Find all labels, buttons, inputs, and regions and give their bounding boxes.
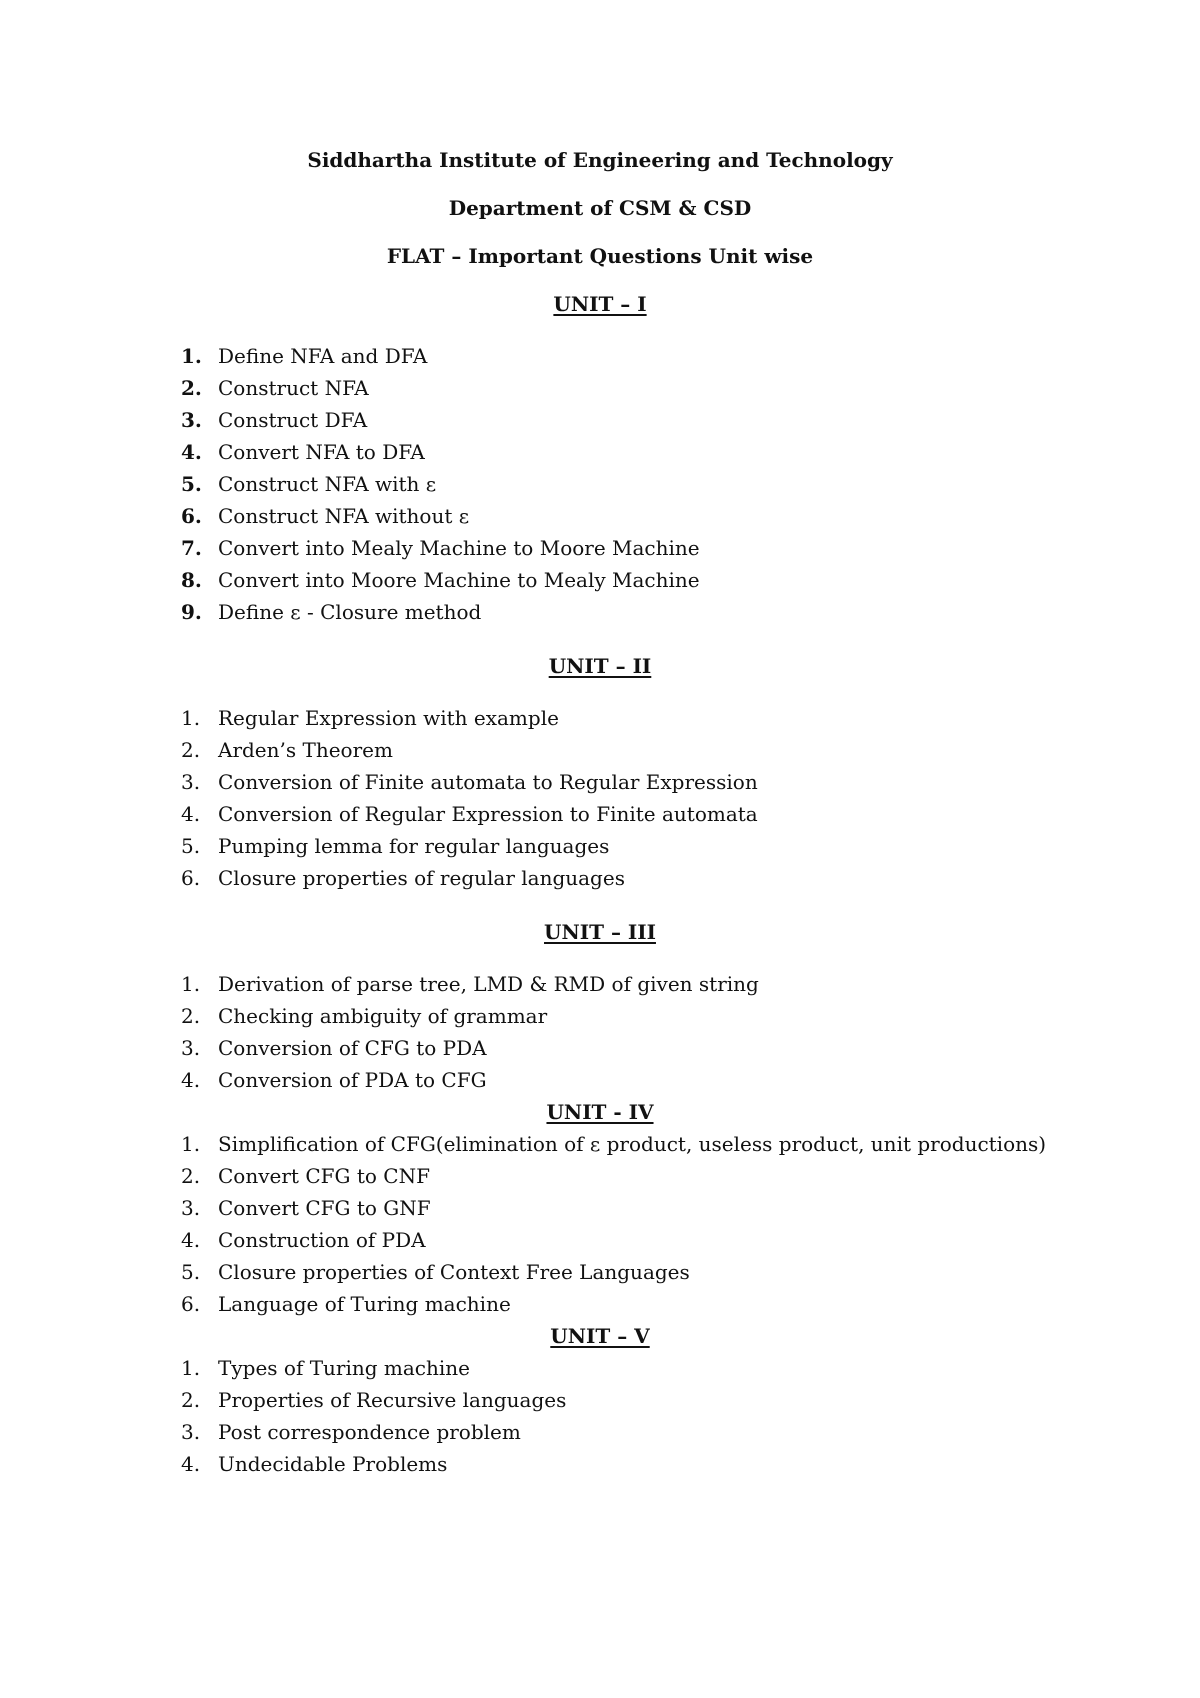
question-number: 5.: [181, 834, 201, 858]
question-text: Closure properties of regular languages: [218, 866, 625, 890]
document-title: FLAT – Important Questions Unit wise: [386, 244, 814, 268]
unit-1-title: UNIT – I: [553, 292, 647, 316]
question-number: 1.: [181, 1356, 201, 1380]
question-number: 4.: [181, 1228, 201, 1252]
question-number: 2.: [181, 1004, 201, 1028]
question-number: 4.: [181, 1452, 201, 1476]
question-number: 3.: [181, 1420, 201, 1444]
question-text: Post correspondence problem: [218, 1420, 521, 1444]
unit-3-heading: [0, 920, 1200, 944]
question-number: 1.: [181, 972, 201, 996]
question-number: 1.: [181, 1132, 201, 1156]
question-text: Regular Expression with example: [218, 706, 559, 730]
question-text: Checking ambiguity of grammar: [218, 1004, 548, 1028]
question-number: 6.: [181, 1292, 201, 1316]
question-text: Define ε - Closure method: [218, 600, 482, 624]
unit-5-heading: [0, 1324, 1200, 1348]
department-name: Department of CSM & CSD: [448, 196, 752, 220]
question-text: Construct DFA: [218, 408, 368, 432]
question-text: Simplification of CFG(elimination of ε product, useless product, unit productions): [218, 1132, 1047, 1156]
question-text: Language of Turing machine: [218, 1292, 511, 1316]
question-text: Convert into Moore Machine to Mealy Machine: [218, 568, 700, 592]
question-text: Properties of Recursive languages: [218, 1388, 567, 1412]
question-text: Conversion of Regular Expression to Finite automata: [218, 802, 758, 826]
question-number: 1.: [181, 344, 202, 368]
question-text: Convert CFG to GNF: [218, 1196, 431, 1220]
institute-name: Siddhartha Institute of Engineering and Technology: [307, 148, 893, 172]
question-text: Conversion of CFG to PDA: [218, 1036, 487, 1060]
question-text: Conversion of Finite automata to Regular Expression: [218, 770, 758, 794]
question-number: 2.: [181, 1388, 201, 1412]
question-text: Construct NFA: [218, 376, 369, 400]
question-text: Construction of PDA: [218, 1228, 426, 1252]
question-text: Define NFA and DFA: [218, 344, 428, 368]
question-number: 3.: [181, 1036, 201, 1060]
question-text: Arden’s Theorem: [218, 738, 393, 762]
question-number: 4.: [181, 802, 201, 826]
question-number: 6.: [181, 866, 201, 890]
question-number: 4.: [181, 440, 202, 464]
question-number: 2.: [181, 376, 202, 400]
question-number: 2.: [181, 1164, 201, 1188]
question-number: 8.: [181, 568, 202, 592]
unit-5-title: UNIT – V: [550, 1324, 650, 1348]
question-text: Derivation of parse tree, LMD & RMD of given string: [218, 972, 759, 996]
question-number: 3.: [181, 770, 201, 794]
question-number: 7.: [181, 536, 202, 560]
question-number: 9.: [181, 600, 202, 624]
question-text: Types of Turing machine: [218, 1356, 471, 1380]
question-text: Convert NFA to DFA: [218, 440, 425, 464]
question-number: 5.: [181, 1260, 201, 1284]
unit-2-title: UNIT – II: [548, 654, 652, 678]
unit-4-title: UNIT - IV: [546, 1100, 654, 1124]
unit-1-heading: [0, 292, 1200, 316]
question-number: 2.: [181, 738, 201, 762]
unit-2-heading: [0, 654, 1200, 678]
question-text: Construct NFA without ε: [218, 504, 470, 528]
question-number: 3.: [181, 408, 202, 432]
unit-4-heading: [0, 1100, 1200, 1124]
question-number: 3.: [181, 1196, 201, 1220]
unit-3-title: UNIT – III: [544, 920, 656, 944]
question-number: 1.: [181, 706, 201, 730]
question-text: Construct NFA with ε: [218, 472, 437, 496]
question-text: Undecidable Problems: [218, 1452, 448, 1476]
question-number: 4.: [181, 1068, 201, 1092]
question-text: Convert CFG to CNF: [218, 1164, 430, 1188]
question-number: 5.: [181, 472, 202, 496]
question-text: Conversion of PDA to CFG: [218, 1068, 487, 1092]
question-text: Closure properties of Context Free Languages: [218, 1260, 690, 1284]
question-number: 6.: [181, 504, 202, 528]
question-text: Pumping lemma for regular languages: [218, 834, 610, 858]
question-text: Convert into Mealy Machine to Moore Machine: [218, 536, 700, 560]
